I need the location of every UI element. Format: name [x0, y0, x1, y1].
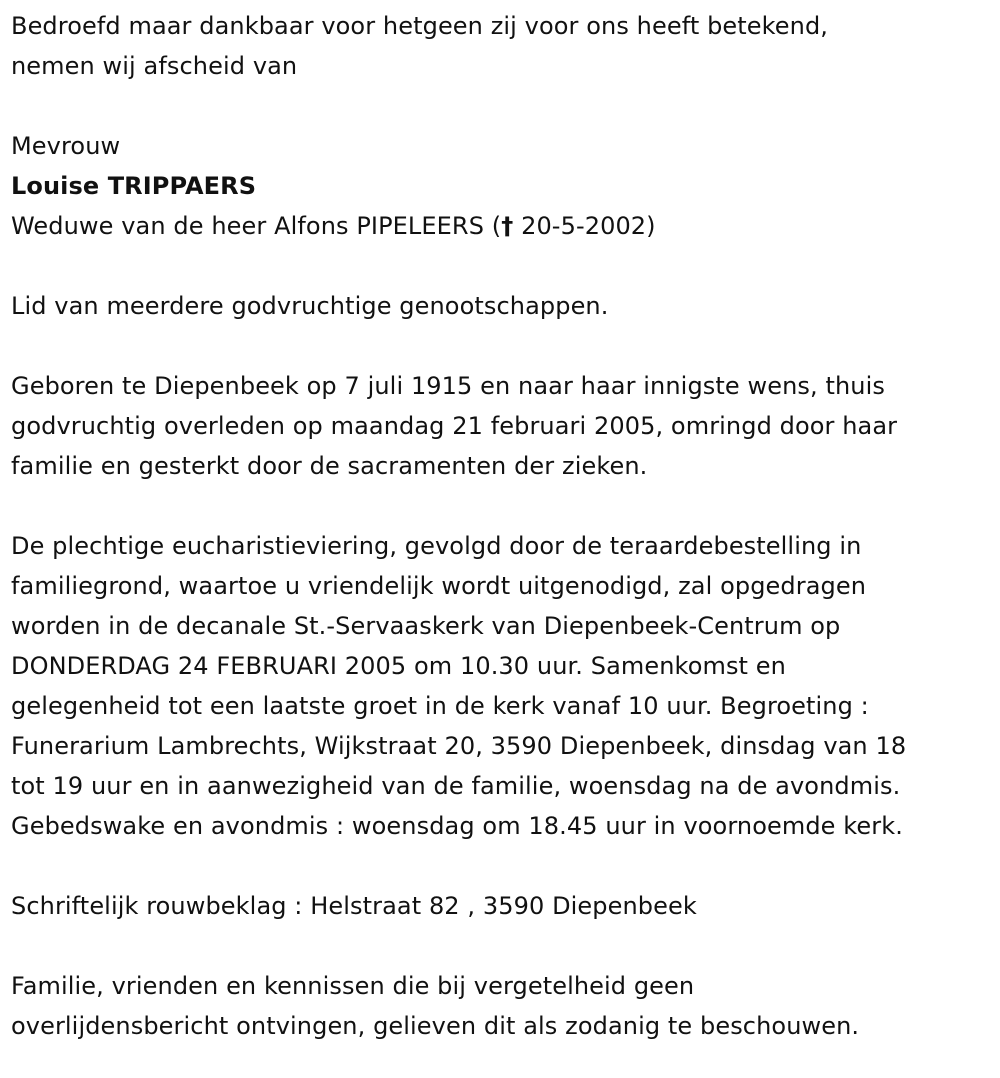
cross-icon: † [501, 212, 514, 240]
intro-paragraph [11, 6, 996, 86]
ceremony-line: DONDERDAG 24 FEBRUARI 2005 om 10.30 uur. Samenkomst en [11, 652, 786, 680]
paragraph-spacer [11, 246, 996, 286]
ceremony-line: Gebedswake en avondmis : woensdag om 18.45 uur in voornoemde kerk. [11, 812, 903, 840]
paragraph-spacer [11, 926, 996, 966]
widow-date: 20-5-2002) [513, 212, 656, 240]
closing-line: overlijdensbericht ontvingen, gelieven dit als zodanig te beschouwen. [11, 1012, 860, 1040]
widow-prefix: Weduwe van de heer Alfons PIPELEERS ( [11, 212, 502, 240]
paragraph-spacer [11, 486, 996, 526]
ceremony-paragraph [11, 526, 996, 846]
paragraph-spacer [11, 846, 996, 886]
widow-line [11, 206, 996, 246]
ceremony-line: Funerarium Lambrechts, Wijkstraat 20, 3590 Diepenbeek, dinsdag van 18 [11, 732, 907, 760]
deceased-title: Mevrouw [11, 132, 121, 160]
condolences-paragraph: Schriftelijk rouwbeklag : Helstraat 82 , 3590 Diepenbeek [11, 892, 697, 920]
membership-paragraph: Lid van meerdere godvruchtige genootschappen. [11, 292, 609, 320]
deceased-name: Louise TRIPPAERS [11, 172, 257, 200]
paragraph-spacer [11, 326, 996, 366]
ceremony-line: De plechtige eucharistieviering, gevolgd door de teraardebestelling in [11, 532, 862, 560]
birth-death-line: familie en gesterkt door de sacramenten der zieken. [11, 452, 648, 480]
birth-death-line: godvruchtig overleden op maandag 21 februari 2005, omringd door haar [11, 412, 898, 440]
closing-paragraph [11, 966, 996, 1046]
obituary-notice [11, 6, 996, 1046]
intro-line: nemen wij afscheid van [11, 52, 298, 80]
ceremony-line: familiegrond, waartoe u vriendelijk wordt uitgenodigd, zal opgedragen [11, 572, 867, 600]
birth-death-paragraph [11, 366, 996, 486]
ceremony-line: tot 19 uur en in aanwezigheid van de familie, woensdag na de avondmis. [11, 772, 901, 800]
ceremony-line: gelegenheid tot een laatste groet in de kerk vanaf 10 uur. Begroeting : [11, 692, 869, 720]
ceremony-line: worden in de decanale St.-Servaaskerk van Diepenbeek-Centrum op [11, 612, 841, 640]
closing-line: Familie, vrienden en kennissen die bij vergetelheid geen [11, 972, 695, 1000]
deceased-block [11, 126, 996, 246]
birth-death-line: Geboren te Diepenbeek op 7 juli 1915 en naar haar innigste wens, thuis [11, 372, 885, 400]
intro-line: Bedroefd maar dankbaar voor hetgeen zij voor ons heeft betekend, [11, 12, 829, 40]
paragraph-spacer [11, 86, 996, 126]
